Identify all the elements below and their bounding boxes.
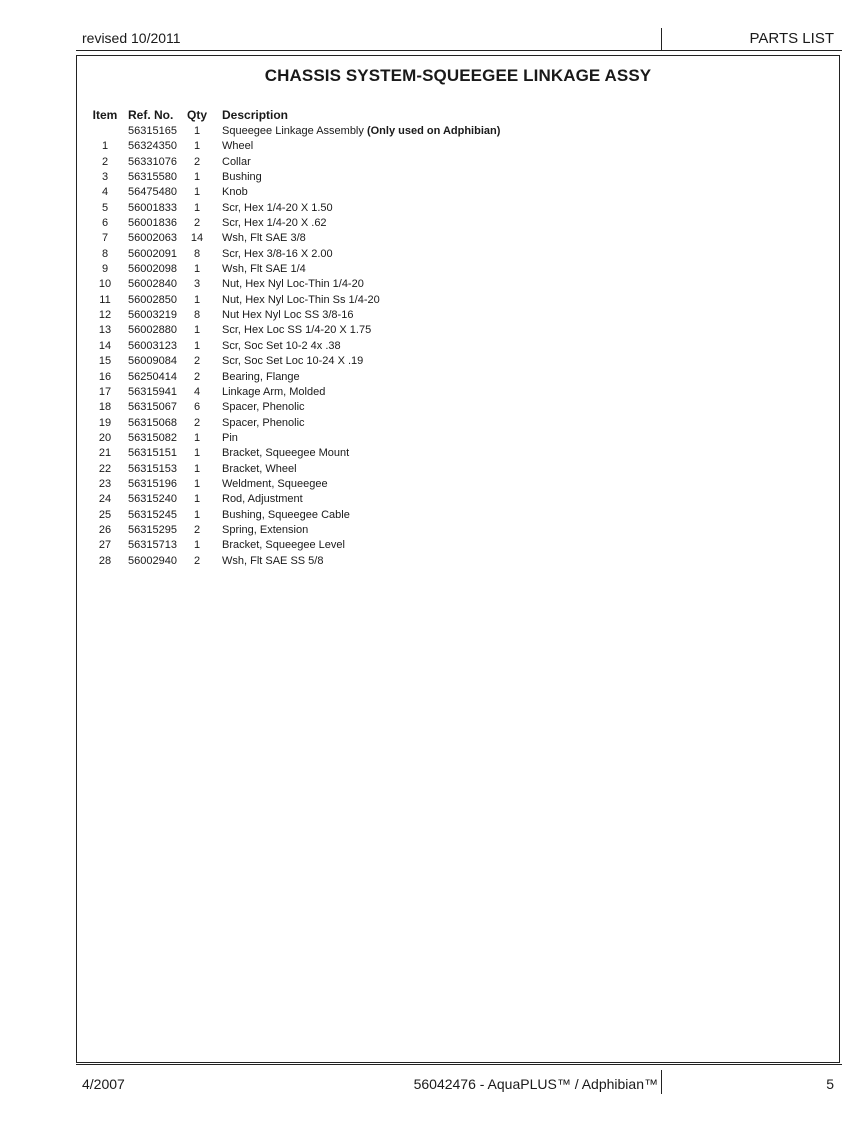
- quantity: 1: [193, 293, 201, 306]
- description: [222, 370, 300, 385]
- quantity: 1: [193, 339, 201, 352]
- quantity: 1: [193, 508, 201, 521]
- item-number: 21: [98, 447, 112, 460]
- description: [222, 554, 323, 569]
- table-row: [77, 538, 839, 553]
- description: [222, 508, 350, 523]
- parts-frame: [76, 55, 840, 1063]
- item-number: 20: [98, 431, 112, 444]
- quantity: 1: [193, 186, 201, 199]
- ref-number: 56003123: [128, 339, 177, 352]
- item-number: 9: [101, 263, 109, 276]
- description-text: Scr, Soc Set Loc 10-24 X .19: [222, 355, 364, 368]
- col-head-qty: Qty: [186, 108, 207, 122]
- description: [222, 446, 349, 461]
- table-row: [77, 170, 839, 185]
- item-number: 24: [98, 493, 112, 506]
- description-text: Spacer, Phenolic: [222, 416, 305, 429]
- description-text: Spring, Extension: [222, 523, 309, 536]
- description: [222, 262, 306, 277]
- description-text: Spacer, Phenolic: [222, 401, 305, 414]
- table-row: [77, 523, 839, 538]
- ref-number: 56315941: [128, 385, 177, 398]
- table-row: [77, 508, 839, 523]
- description-text: Bracket, Squeegee Level: [222, 539, 345, 552]
- table-row: [77, 477, 839, 492]
- col-head-desc: Description: [222, 108, 289, 122]
- item-number: 15: [98, 355, 112, 368]
- table-row: [77, 201, 839, 216]
- description-text: Nut, Hex Nyl Loc-Thin 1/4-20: [222, 278, 364, 291]
- ref-number: 56001833: [128, 201, 177, 214]
- description-text: Wsh, Flt SAE SS 5/8: [222, 554, 324, 567]
- ref-number: 56002091: [128, 247, 177, 260]
- description: [222, 431, 238, 446]
- ref-number: 56324350: [128, 140, 177, 153]
- header-rule: [76, 50, 842, 51]
- description-text: Wsh, Flt SAE 1/4: [222, 263, 306, 276]
- description-text: Nut, Hex Nyl Loc-Thin Ss 1/4-20: [222, 293, 380, 306]
- item-number: 10: [98, 278, 112, 291]
- table-row: [77, 431, 839, 446]
- quantity: 1: [193, 493, 201, 506]
- ref-number: 56250414: [128, 370, 177, 383]
- description-text: Pin: [222, 431, 238, 444]
- description-text: Bracket, Wheel: [222, 462, 297, 475]
- table-row: [77, 354, 839, 369]
- footer-date: 4/2007: [82, 1076, 125, 1092]
- table-row: [77, 339, 839, 354]
- ref-number: 56315245: [128, 508, 177, 521]
- table-row: [77, 400, 839, 415]
- item-number: 3: [101, 171, 109, 184]
- quantity: 1: [193, 447, 201, 460]
- item-number: 16: [98, 370, 112, 383]
- description: [222, 231, 306, 246]
- table-row: [77, 231, 839, 246]
- quantity: 1: [193, 125, 201, 137]
- item-number: 27: [98, 539, 112, 552]
- table-row: [77, 370, 839, 385]
- quantity: 1: [193, 201, 201, 214]
- item-number: 17: [98, 385, 112, 398]
- ref-number: 56009084: [128, 355, 177, 368]
- quantity: 1: [193, 324, 201, 337]
- description-text: Scr, Hex Loc SS 1/4-20 X 1.75: [222, 324, 372, 337]
- ref-number: 56315295: [128, 523, 177, 536]
- description: [222, 201, 333, 216]
- ref-number: 56002063: [128, 232, 177, 245]
- table-row: [77, 247, 839, 262]
- ref-number: 56002840: [128, 278, 177, 291]
- col-head-item: Item: [92, 108, 118, 122]
- description: [222, 385, 325, 400]
- description-text: Scr, Hex 3/8-16 X 2.00: [222, 247, 333, 260]
- table-row: [77, 323, 839, 338]
- description: [222, 216, 327, 231]
- item-number: 18: [98, 401, 112, 414]
- item-number: 19: [98, 416, 112, 429]
- quantity: 2: [193, 217, 201, 230]
- description: [222, 170, 262, 185]
- quantity: 14: [190, 232, 204, 245]
- ref-number: 56002940: [128, 554, 177, 567]
- quantity: 8: [193, 247, 201, 260]
- description-note: (Only used on Adphibian): [366, 125, 501, 137]
- table-row: [77, 185, 839, 200]
- item-number: 6: [101, 217, 109, 230]
- col-head-ref: Ref. No.: [128, 108, 174, 122]
- item-number: 28: [98, 554, 112, 567]
- header-section: PARTS LIST: [749, 30, 834, 47]
- ref-number: 56315713: [128, 539, 177, 552]
- quantity: 6: [193, 401, 201, 414]
- parts-list: [77, 124, 839, 569]
- table-row: [77, 139, 839, 154]
- description-text: Linkage Arm, Molded: [222, 385, 326, 398]
- footer-page-number: 5: [826, 1076, 834, 1092]
- quantity: 2: [193, 523, 201, 536]
- description: [222, 354, 363, 369]
- item-number: 11: [99, 293, 111, 306]
- table-row: [77, 385, 839, 400]
- ref-number: 56315068: [128, 416, 177, 429]
- description: [222, 477, 328, 492]
- quantity: 2: [193, 416, 201, 429]
- ref-number: 56003219: [128, 309, 177, 322]
- item-number: 4: [101, 186, 109, 199]
- item-number: 8: [101, 247, 109, 260]
- ref-number: 56315067: [128, 401, 177, 414]
- ref-number: 56002850: [128, 293, 177, 306]
- quantity: 8: [193, 309, 201, 322]
- item-number: 26: [98, 523, 112, 536]
- ref-number: 56315240: [128, 493, 177, 506]
- description-text: Wheel: [222, 140, 254, 153]
- table-row: [77, 308, 839, 323]
- description: [222, 139, 253, 154]
- item-number: 25: [98, 508, 112, 521]
- description-text: Bushing: [222, 171, 262, 184]
- quantity: 1: [193, 539, 201, 552]
- ref-number: 56315196: [128, 477, 177, 490]
- header-vertical-rule: [661, 28, 662, 50]
- description: [222, 247, 333, 262]
- ref-number: 56002098: [128, 263, 177, 276]
- table-row: [77, 293, 839, 308]
- quantity: 2: [193, 370, 201, 383]
- quantity: 2: [193, 355, 201, 368]
- ref-number: 56315082: [128, 431, 177, 444]
- description-text: Rod, Adjustment: [222, 493, 303, 506]
- quantity: 1: [193, 431, 201, 444]
- description-text: Nut Hex Nyl Loc SS 3/8-16: [222, 309, 354, 322]
- item-number: 22: [98, 462, 112, 475]
- description: [222, 124, 500, 139]
- table-row: [77, 492, 839, 507]
- quantity: 2: [193, 155, 201, 168]
- quantity: 1: [193, 140, 201, 153]
- description: [222, 308, 353, 323]
- description: [222, 523, 308, 538]
- table-row: [77, 262, 839, 277]
- table-row: [77, 155, 839, 170]
- description: [222, 155, 251, 170]
- quantity: 1: [193, 171, 201, 184]
- table-row: [77, 124, 839, 139]
- description: [222, 416, 305, 431]
- table-row: [77, 216, 839, 231]
- description-text: Bracket, Squeegee Mount: [222, 447, 350, 460]
- description-text: Wsh, Flt SAE 3/8: [222, 232, 306, 245]
- ref-number: 56001836: [128, 217, 177, 230]
- item-number: 13: [98, 324, 112, 337]
- description-text: Scr, Soc Set 10-2 4x .38: [222, 339, 341, 352]
- description: [222, 339, 341, 354]
- ref-number: 56315580: [128, 171, 177, 184]
- ref-number: 56475480: [128, 186, 177, 199]
- description: [222, 293, 380, 308]
- quantity: 2: [193, 554, 201, 567]
- footer-doc: 56042476 - AquaPLUS™ / Adphibian™: [413, 1076, 658, 1092]
- description: [222, 323, 371, 338]
- item-number: 12: [98, 309, 112, 322]
- table-row: [77, 554, 839, 569]
- description: [222, 277, 364, 292]
- table-row: [77, 446, 839, 461]
- item-number: 2: [101, 155, 109, 168]
- description: [222, 492, 303, 507]
- item-number: 7: [101, 232, 109, 245]
- description-text: Scr, Hex 1/4-20 X 1.50: [222, 201, 333, 214]
- table-row: [77, 462, 839, 477]
- footer-rule: [76, 1064, 842, 1065]
- header-revised: revised 10/2011: [82, 30, 181, 46]
- quantity: 1: [193, 263, 201, 276]
- quantity: 1: [193, 462, 201, 475]
- description-text: Bearing, Flange: [222, 370, 300, 383]
- description-text: Knob: [222, 186, 248, 199]
- page-title: CHASSIS SYSTEM-SQUEEGEE LINKAGE ASSY: [264, 66, 652, 85]
- ref-number: 56315165: [128, 125, 177, 137]
- ref-number: 56315151: [128, 447, 177, 460]
- quantity: 4: [193, 385, 201, 398]
- description-text: Squeegee Linkage Assembly: [222, 125, 364, 137]
- item-number: 23: [98, 477, 112, 490]
- description: [222, 400, 305, 415]
- description: [222, 538, 345, 553]
- description-text: Weldment, Squeegee: [222, 477, 328, 490]
- description: [222, 462, 297, 477]
- table-row: [77, 416, 839, 431]
- item-number: 14: [98, 339, 112, 352]
- description: [222, 185, 248, 200]
- ref-number: 56002880: [128, 324, 177, 337]
- description-text: Bushing, Squeegee Cable: [222, 508, 350, 521]
- table-row: [77, 277, 839, 292]
- footer-vertical-rule: [661, 1070, 662, 1094]
- quantity: 3: [193, 278, 201, 291]
- description-text: Scr, Hex 1/4-20 X .62: [222, 217, 327, 230]
- ref-number: 56315153: [128, 462, 177, 475]
- description-text: Collar: [222, 155, 251, 168]
- item-number: 1: [101, 140, 109, 153]
- ref-number: 56331076: [128, 155, 177, 168]
- quantity: 1: [193, 477, 201, 490]
- item-number: 5: [101, 201, 109, 214]
